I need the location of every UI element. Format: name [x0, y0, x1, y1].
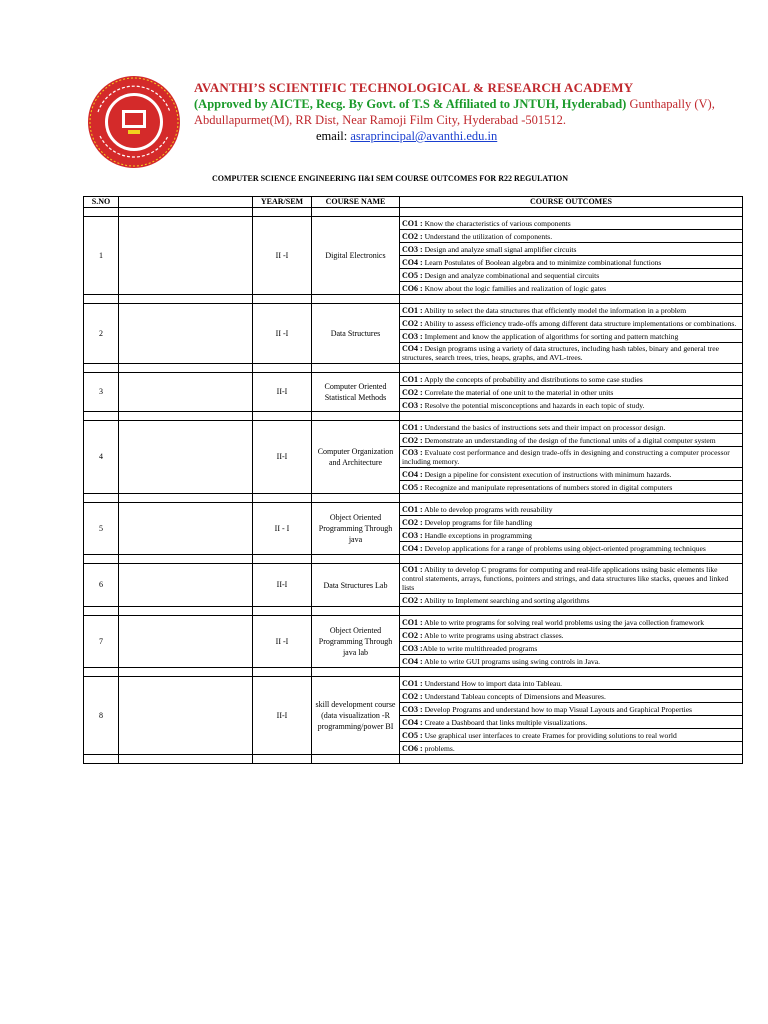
year-sem: II-I	[253, 564, 312, 607]
blank-cell	[119, 304, 253, 364]
course-outcome	[400, 447, 743, 468]
year-sem: II-I	[253, 373, 312, 412]
course-name: Computer Oriented Statistical Methods	[312, 373, 400, 412]
year-sem: II -I	[253, 217, 312, 295]
spacer-row	[84, 668, 743, 677]
course-outcome	[400, 421, 743, 434]
course-outcome	[400, 655, 743, 668]
institution-name: AVANTHI’S SCIENTIFIC TECHNOLOGICAL & RESEARCH ACADEMY	[194, 80, 634, 95]
course-name: skill development course (data visualization -R programming/power BI	[312, 677, 400, 755]
course-outcome	[400, 729, 743, 742]
outcome-text: Design and analyze small signal amplifier circuits	[422, 244, 577, 254]
course-outcome	[400, 642, 743, 655]
outcome-text: Handle exceptions in programming	[422, 530, 532, 540]
outcome-text: Able to write GUI programs using swing controls in Java.	[422, 656, 601, 666]
outcome-code: CO6 :	[402, 283, 423, 293]
serial-number: 6	[84, 564, 119, 607]
course-name: Object Oriented Programming Through java lab	[312, 616, 400, 668]
year-sem: II - I	[253, 503, 312, 555]
col-year-sem: YEAR/SEM	[253, 197, 312, 208]
course-name: Object Oriented Programming Through java	[312, 503, 400, 555]
table-row	[84, 217, 743, 230]
course-outcome	[400, 690, 743, 703]
outcome-text: Know about the logic families and realization of logic gates	[422, 283, 607, 293]
outcome-code: CO2 :	[402, 517, 423, 527]
outcome-code: CO5 :	[402, 482, 423, 492]
course-outcome	[400, 282, 743, 295]
course-outcome	[400, 677, 743, 690]
outcome-text: Able to write programs for solving real world problems using the java collection framework	[422, 617, 704, 627]
address-line: Abdullapurmet(M), RR Dist, Near Ramoji Film City, Hyderabad -501512.	[194, 113, 567, 127]
outcome-text: Know the characteristics of various components	[422, 218, 571, 228]
outcome-code: CO4 :	[402, 717, 423, 727]
spacer-row	[84, 364, 743, 373]
address-inline: Gunthapally (V),	[626, 97, 715, 111]
email-row	[194, 128, 754, 144]
serial-number: 1	[84, 217, 119, 295]
course-outcome	[400, 386, 743, 399]
outcome-text: Design programs using a variety of data structures, including hash tables, binary and general tree structures, search trees, tries, heaps, graphs, and AVL-trees.	[402, 344, 719, 362]
outcome-text: Understand How to import data into Tableau.	[422, 678, 563, 688]
email-label: email:	[316, 129, 351, 143]
spacer-row	[84, 607, 743, 616]
outcome-code: CO3 :	[402, 704, 423, 714]
logo-seal	[88, 76, 180, 168]
outcome-text: Resolve the potential misconceptions and hazards in each topic of study.	[422, 400, 645, 410]
blank-cell	[119, 503, 253, 555]
outcome-code: CO2 :	[402, 691, 423, 701]
table-row	[84, 616, 743, 629]
spacer-row	[84, 555, 743, 564]
outcome-text: Implement and know the application of algorithms for sorting and pattern matching	[422, 331, 679, 341]
outcome-code: CO1 :	[402, 565, 423, 574]
outcome-text: Ability to develop C programs for computing and real-life applications using basic elements like control statements, arrays, functions, pointers and strings, and data structures like stacks, queues and linked lists	[402, 565, 729, 592]
course-outcome	[400, 703, 743, 716]
course-outcome	[400, 481, 743, 494]
table-row	[84, 373, 743, 386]
outcome-code: CO1 :	[402, 374, 423, 384]
letterhead	[194, 80, 754, 144]
outcome-code: CO6 :	[402, 743, 423, 753]
outcome-text: Develop Programs and understand how to map Visual Layouts and Graphical Properties	[422, 704, 693, 714]
spacer-row	[84, 755, 743, 764]
outcome-text: Able to write programs using abstract classes.	[422, 630, 564, 640]
course-outcome	[400, 616, 743, 629]
col-course-name: COURSE NAME	[312, 197, 400, 208]
serial-number: 3	[84, 373, 119, 412]
outcome-text: Ability to Implement searching and sorting algorithms	[422, 595, 590, 605]
course-outcome	[400, 343, 743, 364]
spacer-row	[84, 494, 743, 503]
course-outcome	[400, 594, 743, 607]
document-title: COMPUTER SCIENCE ENGINEERING II&I SEM COURSE OUTCOMES FOR R22 REGULATION	[211, 174, 569, 183]
outcome-code: CO4 :	[402, 656, 423, 666]
outcome-text: Ability to select the data structures that efficiently model the information in a problem	[422, 305, 687, 315]
year-sem: II-I	[253, 677, 312, 755]
outcome-text: Understand Tableau concepts of Dimensions and Measures.	[422, 691, 606, 701]
outcome-text: Create a Dashboard that links multiple visualizations.	[422, 717, 588, 727]
outcome-code: CO4 :	[402, 344, 423, 353]
blank-cell	[119, 217, 253, 295]
outcome-code: CO3 :	[402, 530, 423, 540]
course-outcome	[400, 373, 743, 386]
outcome-code: CO1 :	[402, 678, 423, 688]
year-sem: II-I	[253, 421, 312, 494]
serial-number: 4	[84, 421, 119, 494]
outcome-text: Demonstrate an understanding of the design of the functional units of a digital computer system	[422, 435, 716, 445]
outcome-text: Learn Postulates of Boolean algebra and to minimize combinational functions	[422, 257, 662, 267]
outcome-code: CO3 :	[402, 400, 423, 410]
course-name: Digital Electronics	[312, 217, 400, 295]
serial-number: 7	[84, 616, 119, 668]
blank-cell	[119, 677, 253, 755]
table-row	[84, 677, 743, 690]
outcome-text: Correlate the material of one unit to the material in other units	[422, 387, 614, 397]
outcome-text: Evaluate cost performance and design trade-offs in designing and constructing a computer processor including memory.	[402, 448, 730, 466]
outcome-text: Develop programs for file handling	[422, 517, 533, 527]
serial-number: 2	[84, 304, 119, 364]
col-sno: S.NO	[84, 197, 119, 208]
course-outcome	[400, 529, 743, 542]
year-sem: II -I	[253, 616, 312, 668]
table-row	[84, 304, 743, 317]
course-outcome	[400, 399, 743, 412]
course-outcome	[400, 217, 743, 230]
outcome-text: Able to write multithreaded programs	[422, 643, 538, 653]
table-header-row	[84, 197, 743, 208]
outcome-code: CO3 :	[402, 643, 423, 653]
email-link[interactable]: asraprincipal@avanthi.edu.in	[350, 129, 498, 143]
course-outcome	[400, 503, 743, 516]
outcome-text: Understand the utilization of components.	[422, 231, 553, 241]
blank-cell	[119, 616, 253, 668]
outcome-text: Use graphical user interfaces to create Frames for providing solutions to real world	[422, 730, 677, 740]
outcome-code: CO3 :	[402, 244, 423, 254]
blank-cell	[119, 373, 253, 412]
approval-text: (Approved by AICTE, Recg. By Govt. of T.S & Affiliated to JNTUH, Hyderabad)	[194, 97, 627, 111]
table-row	[84, 564, 743, 594]
outcome-code: CO5 :	[402, 730, 423, 740]
course-outcome	[400, 542, 743, 555]
spacer-row	[84, 412, 743, 421]
institution-logo	[84, 72, 184, 172]
col-outcomes: COURSE OUTCOMES	[400, 197, 743, 208]
serial-number: 5	[84, 503, 119, 555]
outcome-text: Recognize and manipulate representations of numbers stored in digital computers	[422, 482, 673, 492]
course-outcome	[400, 243, 743, 256]
outcome-code: CO1 :	[402, 218, 423, 228]
outcome-text: Ability to assess efficiency trade-offs among different data structure implementations or combinations.	[422, 318, 737, 328]
spacer-row	[84, 208, 743, 217]
course-outcome	[400, 256, 743, 269]
outcome-code: CO2 :	[402, 231, 423, 241]
outcome-code: CO2 :	[402, 595, 423, 605]
year-sem: II -I	[253, 304, 312, 364]
outcome-code: CO1 :	[402, 305, 423, 315]
course-name: Data Structures Lab	[312, 564, 400, 607]
course-outcome	[400, 716, 743, 729]
outcome-code: CO2 :	[402, 435, 423, 445]
outcome-text: Apply the concepts of probability and distributions to some case studies	[422, 374, 643, 384]
outcome-text: problems.	[422, 743, 455, 753]
outcome-code: CO5 :	[402, 270, 423, 280]
course-outcome	[400, 742, 743, 755]
outcome-code: CO4 :	[402, 543, 423, 553]
outcome-text: Able to develop programs with reusability	[422, 504, 553, 514]
course-outcome	[400, 269, 743, 282]
outcome-code: CO2 :	[402, 318, 423, 328]
outcome-code: CO2 :	[402, 630, 423, 640]
outcome-code: CO2 :	[402, 387, 423, 397]
outcome-code: CO4 :	[402, 469, 423, 479]
outcome-code: CO1 :	[402, 422, 423, 432]
outcome-text: Design and analyze combinational and sequential circuits	[422, 270, 600, 280]
course-outcome	[400, 230, 743, 243]
course-outcome	[400, 434, 743, 447]
outcome-text: Understand the basics of instructions sets and their impact on processor design.	[422, 422, 666, 432]
course-outcome	[400, 468, 743, 481]
course-name: Computer Organization and Architecture	[312, 421, 400, 494]
outcome-code: CO1 :	[402, 617, 423, 627]
course-outcome	[400, 317, 743, 330]
course-outcome	[400, 516, 743, 529]
blank-cell	[119, 564, 253, 607]
spacer-row	[84, 295, 743, 304]
course-outcome	[400, 564, 743, 594]
course-outcomes-table	[83, 196, 743, 764]
outcome-code: CO3 :	[402, 448, 423, 457]
course-outcome	[400, 330, 743, 343]
outcome-text: Design a pipeline for consistent execution of instructions with minimum hazards.	[422, 469, 672, 479]
course-outcome	[400, 629, 743, 642]
course-name: Data Structures	[312, 304, 400, 364]
table-row	[84, 421, 743, 434]
outcome-code: CO3 :	[402, 331, 423, 341]
table-row	[84, 503, 743, 516]
blank-cell	[119, 421, 253, 494]
outcome-code: CO1 :	[402, 504, 423, 514]
outcome-code: CO4 :	[402, 257, 423, 267]
outcome-text: Develop applications for a range of problems using object-oriented programming techniques	[422, 543, 706, 553]
serial-number: 8	[84, 677, 119, 755]
course-outcome	[400, 304, 743, 317]
